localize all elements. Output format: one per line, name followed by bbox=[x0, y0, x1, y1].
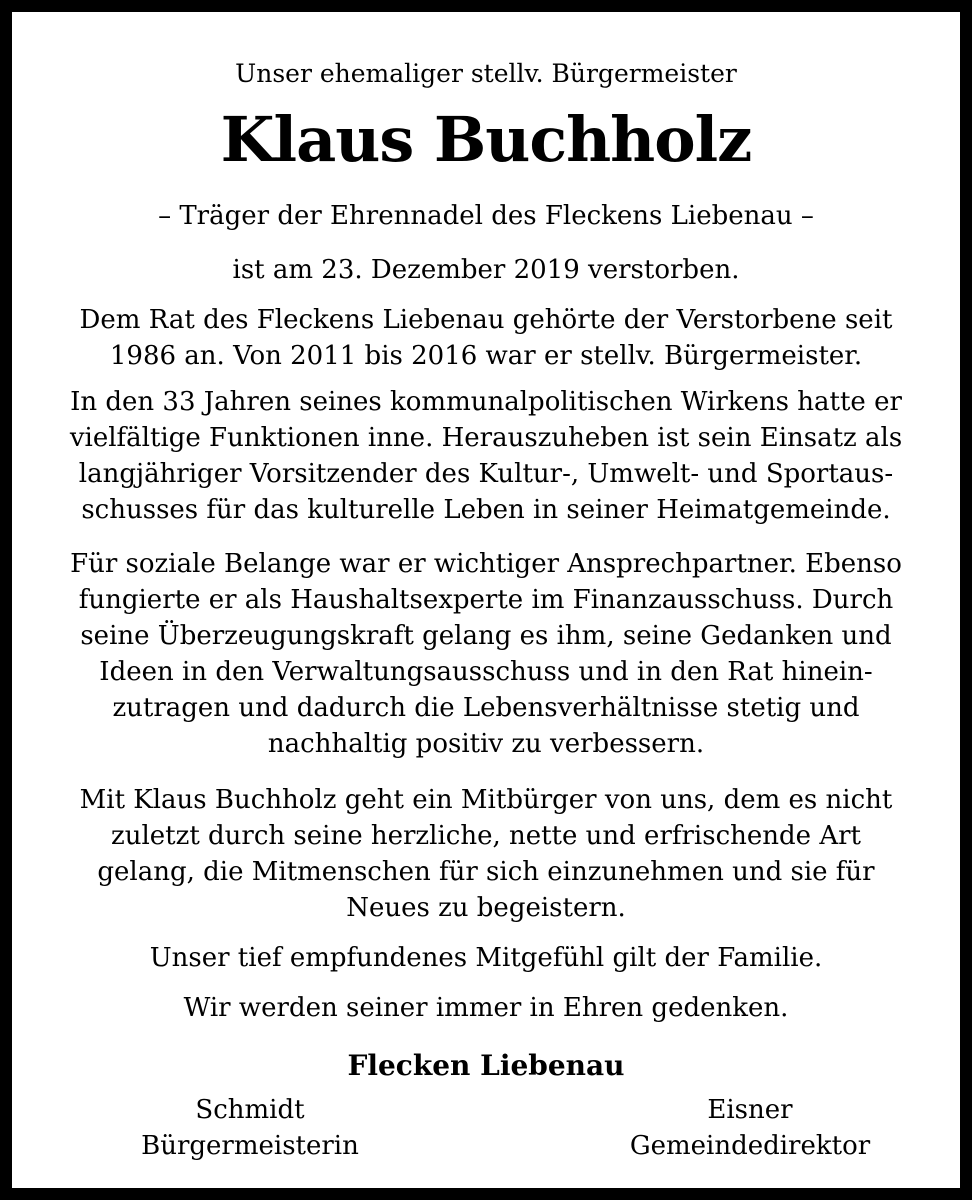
paragraph-citizen bbox=[12, 782, 960, 926]
deceased-name: Klaus Buchholz bbox=[220, 103, 752, 176]
text-line: In den 33 Jahren seines kommunalpolitischen Wirkens hatte er bbox=[70, 387, 902, 417]
text-line: Wir werden seiner immer in Ehren gedenken. bbox=[183, 993, 789, 1023]
signatory-name: Eisner bbox=[707, 1095, 793, 1125]
paragraph-functions bbox=[12, 384, 960, 528]
signatory-role: Gemeindedirektor bbox=[629, 1131, 871, 1161]
text-line: gelang, die Mitmenschen für sich einzunehmen und sie für bbox=[97, 857, 875, 887]
text-line: zutragen und dadurch die Lebensverhältnisse stetig und bbox=[112, 693, 860, 723]
organization-name: Flecken Liebenau bbox=[347, 1049, 625, 1082]
text-line: schusses für das kulturelle Leben in seiner Heimatgemeinde. bbox=[81, 495, 891, 525]
text-line: nachhaltig positiv zu verbessern. bbox=[267, 729, 705, 759]
text-line: Dem Rat des Fleckens Liebenau gehörte der Verstorbene seit bbox=[79, 305, 893, 335]
text-line: 1986 an. Von 2011 bis 2016 war er stellv. Bürgermeister. bbox=[109, 341, 863, 371]
intro-line: Unser ehemaliger stellv. Bürgermeister bbox=[235, 59, 737, 88]
text-line: Ideen in den Verwaltungsausschuss und in den Rat hinein- bbox=[99, 657, 873, 687]
signatory-name: Schmidt bbox=[195, 1095, 305, 1125]
text-line: langjähriger Vorsitzender des Kultur-, Umwelt- und Sportaus- bbox=[78, 459, 894, 489]
text-line: Unser tief empfundenes Mitgefühl gilt der Familie. bbox=[149, 943, 823, 973]
honor-line: – Träger der Ehrennadel des Fleckens Liebenau – bbox=[158, 201, 814, 231]
death-date-line: ist am 23. Dezember 2019 verstorben. bbox=[232, 255, 740, 285]
text-line: Für soziale Belange war er wichtiger Ansprechpartner. Ebenso bbox=[70, 549, 902, 579]
text-line: vielfältige Funktionen inne. Herauszuheben ist sein Einsatz als bbox=[69, 423, 903, 453]
paragraph-council bbox=[12, 302, 960, 374]
signatory-mayor bbox=[90, 1092, 410, 1164]
text-line: Neues zu begeistern. bbox=[346, 893, 626, 923]
text-line: fungierte er als Haushaltsexperte im Finanzausschuss. Durch bbox=[78, 585, 894, 615]
text-line: seine Überzeugungskraft gelang es ihm, seine Gedanken und bbox=[80, 621, 892, 651]
paragraph-social bbox=[12, 546, 960, 762]
signatory-director bbox=[590, 1092, 910, 1164]
text-line: zuletzt durch seine herzliche, nette und erfrischende Art bbox=[111, 821, 861, 851]
signatory-role: Bürgermeisterin bbox=[141, 1131, 359, 1161]
paragraph-remembrance bbox=[12, 990, 960, 1026]
paragraph-condolence bbox=[12, 940, 960, 976]
text-line: Mit Klaus Buchholz geht ein Mitbürger von uns, dem es nicht bbox=[79, 785, 893, 815]
